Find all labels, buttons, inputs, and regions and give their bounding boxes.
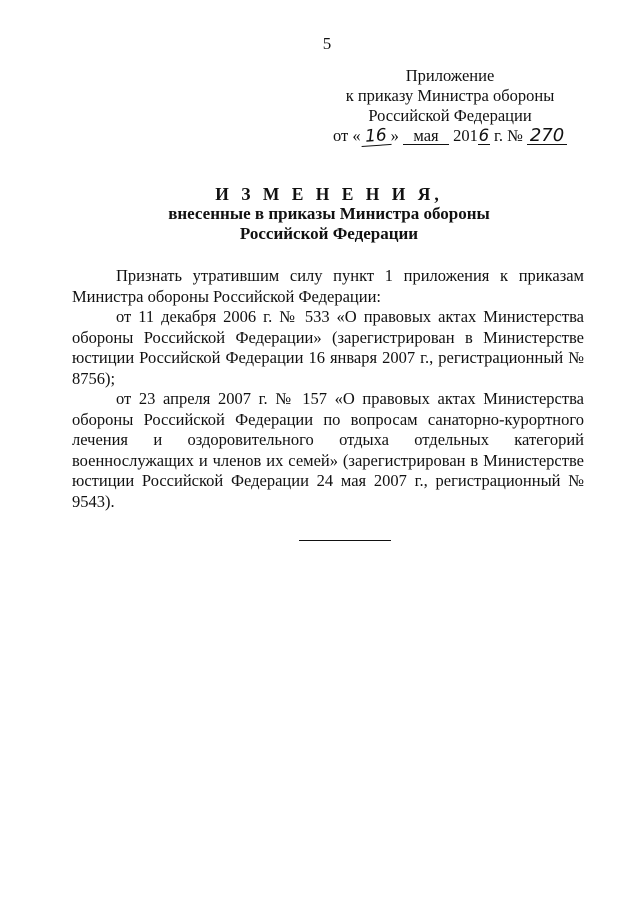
document-title (60, 184, 598, 244)
date-day-close: » (390, 126, 399, 145)
title-subline-2: Российской Федерации (239, 224, 419, 243)
title-heading: И З М Е Н Е Н И Я, (215, 184, 443, 204)
document-body (72, 266, 584, 512)
handwritten-order-number: 270 (527, 127, 567, 145)
page-number: 5 (322, 34, 332, 53)
date-year-suffix: г. № (493, 126, 523, 145)
appendix-order-ref: к приказу Министра обороны (345, 86, 555, 105)
handwritten-day: 16 (360, 127, 391, 147)
appendix-date-line (300, 126, 600, 146)
date-from-prefix: от « (332, 126, 361, 145)
title-subline-1: внесенные в приказы Министра обороны (168, 204, 490, 223)
handwritten-year-digit: 6 (478, 126, 490, 145)
date-month: мая (403, 128, 449, 145)
body-paragraph-1: Признать утратившим силу пункт 1 приложения к приказам Министра обороны Российской Федерации: (72, 266, 584, 306)
body-paragraph-3: от 23 апреля 2007 г. № 157 «О правовых актах Министерства обороны Российской Федерации по вопросам санаторно-курортного лечения и оздоровительного отдыха отдельных категорий военнослужащих и членов их семей» (зарегистрирован в Министерстве юстиции Российской Федерации 24 мая 2007 г., регистрационный № 9543). (72, 389, 584, 511)
appendix-header (300, 66, 600, 146)
body-paragraph-2: от 11 декабря 2006 г. № 533 «О правовых актах Министерства обороны Российской Федерации» (зарегистрирован в Министерстве юстиции Российской Федерации 16 января 2007 г., регистрационный № 8756); (72, 307, 584, 388)
appendix-label: Приложение (405, 66, 495, 85)
appendix-federation: Российской Федерации (368, 106, 532, 125)
date-year-prefix: 201 (453, 126, 478, 145)
end-divider (299, 540, 391, 541)
